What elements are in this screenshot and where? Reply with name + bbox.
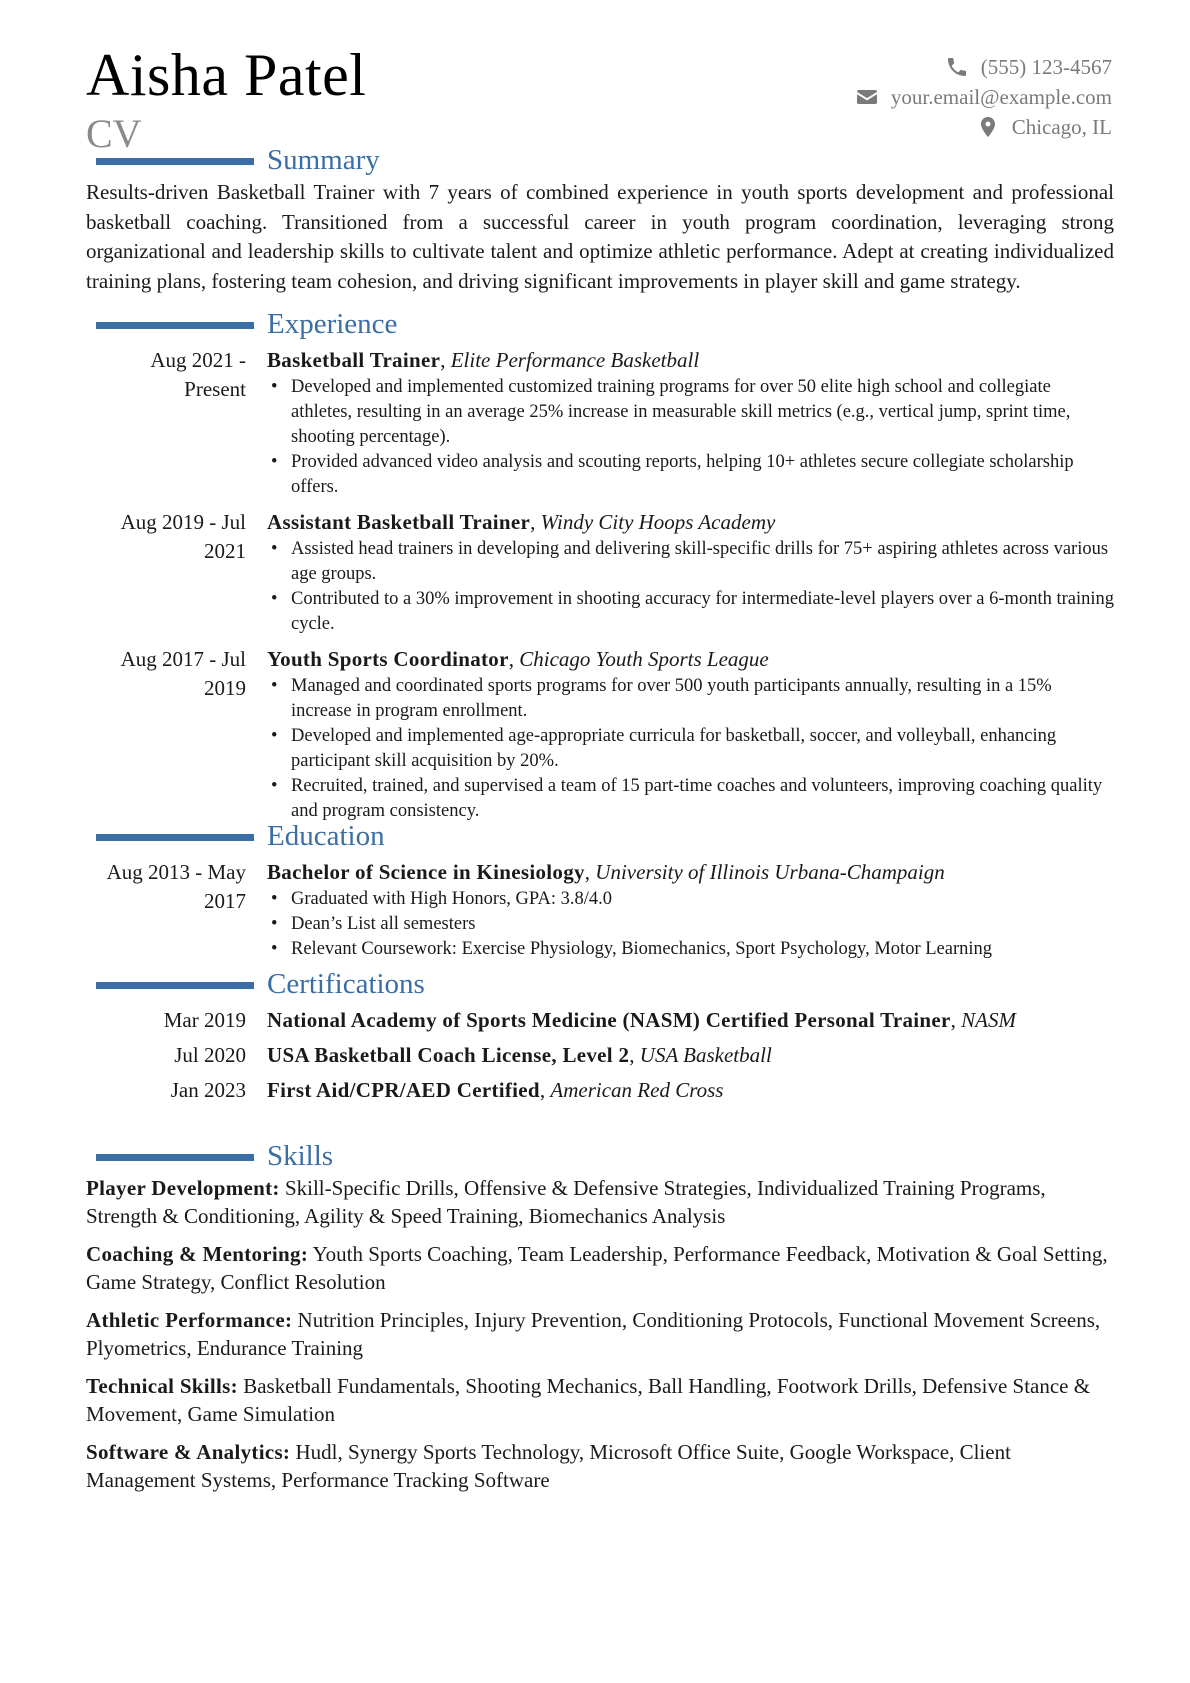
skill-group-list: Nutrition Principles, Injury Prevention, Conditioning Protocols, Functional Movement Screens, Plyometrics, Endurance Training xyxy=(86,1308,1101,1360)
contact-email[interactable] xyxy=(855,82,1112,112)
section-header xyxy=(86,818,1114,854)
certification-entry xyxy=(86,1041,1114,1070)
section-accent-bar xyxy=(96,158,254,165)
entry-title: USA Basketball Coach License, Level 2, USA Basketball xyxy=(267,1043,772,1067)
section-header xyxy=(86,142,1114,178)
summary-section xyxy=(86,142,1114,296)
entry-title: Bachelor of Science in Kinesiology, University of Illinois Urbana-Champaign xyxy=(267,860,945,884)
entry-date: Aug 2017 - Jul 2019 xyxy=(120,647,246,700)
entry-title: First Aid/CPR/AED Certified, American Red Cross xyxy=(267,1078,724,1102)
list-item: • Graduated with High Honors, GPA: 3.8/4.0 xyxy=(267,887,1114,912)
list-item: • Relevant Coursework: Exercise Physiology, Biomechanics, Sport Psychology, Motor Learning xyxy=(267,937,1114,962)
section-header xyxy=(86,1138,1114,1174)
section-accent-bar xyxy=(96,322,254,329)
education-section xyxy=(86,818,1114,962)
entry-date: Aug 2021 - Present xyxy=(150,348,246,401)
email-text: your.email@example.com xyxy=(890,85,1112,109)
phone-text: (555) 123-4567 xyxy=(980,55,1112,79)
list-item: • Managed and coordinated sports programs for over 500 youth participants annually, resulting in a 15% increase in program enrollment. xyxy=(267,674,1114,724)
experience-entry xyxy=(86,346,1114,500)
entry-issuer: NASM xyxy=(961,1008,1016,1032)
map-pin-icon xyxy=(976,115,1000,139)
entry-role: Assistant Basketball Trainer xyxy=(267,510,531,534)
entry-date: Mar 2019 xyxy=(163,1008,246,1032)
location-text: Chicago, IL xyxy=(1011,115,1112,139)
section-title-certifications: Certifications xyxy=(267,968,425,1000)
skill-group-name: Athletic Performance: xyxy=(86,1308,293,1332)
entry-organization: Chicago Youth Sports League xyxy=(519,647,769,671)
summary-text: Results-driven Basketball Trainer with 7 years of combined experience in youth sports development and professional basketball coaching. Transitioned from a successful career in youth program coordination, leveraging strong organizational and leadership skills to cultivate talent and optimize athletic performance. Adept at creating individualized training plans, fostering team cohesion, and driving significant improvements in player skill and game strategy. xyxy=(86,180,1114,293)
experience-entry xyxy=(86,645,1114,824)
list-item: • Provided advanced video analysis and scouting reports, helping 10+ athletes secure collegiate scholarship offers. xyxy=(267,450,1114,500)
entry-certification: USA Basketball Coach License, Level 2 xyxy=(267,1043,630,1067)
entry-role: Youth Sports Coordinator xyxy=(267,647,509,671)
entry-date: Aug 2019 - Jul 2021 xyxy=(120,510,246,563)
entry-certification: National Academy of Sports Medicine (NASM) Certified Personal Trainer xyxy=(267,1008,951,1032)
entry-bullets xyxy=(267,887,1114,962)
section-accent-bar xyxy=(96,834,254,841)
entry-date: Aug 2013 - May 2017 xyxy=(106,860,246,913)
entry-issuer: American Red Cross xyxy=(550,1078,724,1102)
contact-block xyxy=(855,52,1112,142)
list-item: • Assisted head trainers in developing and delivering skill-specific drills for 75+ aspiring athletes across various age groups. xyxy=(267,537,1114,587)
skill-group-list: Youth Sports Coaching, Team Leadership, Performance Feedback, Motivation & Goal Setting, Game Strategy, Conflict Resolution xyxy=(86,1242,1108,1294)
envelope-icon xyxy=(855,85,879,109)
contact-phone[interactable] xyxy=(855,52,1112,82)
skills-section xyxy=(86,1138,1114,1504)
skill-group-list: Hudl, Synergy Sports Technology, Microsoft Office Suite, Google Workspace, Client Management Systems, Performance Tracking Software xyxy=(86,1440,1011,1492)
entry-title: National Academy of Sports Medicine (NASM) Certified Personal Trainer, NASM xyxy=(267,1008,1016,1032)
skill-group-name: Technical Skills: xyxy=(86,1374,238,1398)
skill-group xyxy=(86,1438,1114,1494)
document-subtitle: CV xyxy=(86,111,142,156)
entry-role: Basketball Trainer xyxy=(267,348,441,372)
entry-organization: Windy City Hoops Academy xyxy=(540,510,776,534)
entry-bullets xyxy=(267,537,1114,637)
skill-group-list: Skill-Specific Drills, Offensive & Defensive Strategies, Individualized Training Programs, Strength & Conditioning, Agility & Speed Training, Biomechanics Analysis xyxy=(86,1176,1046,1228)
entry-bullets xyxy=(267,674,1114,824)
skill-group-name: Coaching & Mentoring: xyxy=(86,1242,309,1266)
experience-section xyxy=(86,306,1114,824)
education-entry xyxy=(86,858,1114,962)
entry-bullets xyxy=(267,375,1114,500)
phone-icon xyxy=(945,55,969,79)
certifications-section xyxy=(86,966,1114,1105)
certification-entry xyxy=(86,1006,1114,1035)
entry-issuer: USA Basketball xyxy=(639,1043,772,1067)
contact-location xyxy=(855,112,1112,142)
entry-date: Jan 2023 xyxy=(170,1078,246,1102)
skill-group-name: Software & Analytics: xyxy=(86,1440,291,1464)
skill-group-name: Player Development: xyxy=(86,1176,280,1200)
entry-title: Assistant Basketball Trainer, Windy City Hoops Academy xyxy=(267,510,776,534)
entry-title: Basketball Trainer, Elite Performance Basketball xyxy=(267,348,700,372)
skill-group xyxy=(86,1306,1114,1362)
entry-title: Youth Sports Coordinator, Chicago Youth Sports League xyxy=(267,647,769,671)
list-item: • Developed and implemented customized training programs for over 50 elite high school and collegiate athletes, resulting in an average 25% increase in measurable skill metrics (e.g., vertical jump, sprint time, shooting percentage). xyxy=(267,375,1114,450)
entry-degree: Bachelor of Science in Kinesiology xyxy=(267,860,585,884)
skill-group-list: Basketball Fundamentals, Shooting Mechanics, Ball Handling, Footwork Drills, Defensive Stance & Movement, Game Simulation xyxy=(86,1374,1091,1426)
person-name: Aisha Patel xyxy=(86,42,367,108)
skill-group xyxy=(86,1174,1114,1230)
section-accent-bar xyxy=(96,982,254,989)
section-header xyxy=(86,306,1114,342)
section-title-skills: Skills xyxy=(267,1140,334,1172)
entry-date: Jul 2020 xyxy=(174,1043,246,1067)
section-title-experience: Experience xyxy=(267,308,398,340)
list-item: • Developed and implemented age-appropriate curricula for basketball, soccer, and volleyball, enhancing participant skill acquisition by 20%. xyxy=(267,724,1114,774)
skill-group xyxy=(86,1240,1114,1296)
section-title-education: Education xyxy=(267,820,385,852)
skill-group xyxy=(86,1372,1114,1428)
entry-institution: University of Illinois Urbana-Champaign xyxy=(595,860,945,884)
section-accent-bar xyxy=(96,1154,254,1161)
list-item: • Contributed to a 30% improvement in shooting accuracy for intermediate-level players over a 6-month training cycle. xyxy=(267,587,1114,637)
entry-organization: Elite Performance Basketball xyxy=(450,348,700,372)
section-title-summary: Summary xyxy=(267,144,380,176)
list-item: • Dean’s List all semesters xyxy=(267,912,1114,937)
section-header xyxy=(86,966,1114,1002)
list-item: • Recruited, trained, and supervised a team of 15 part-time coaches and volunteers, improving coaching quality and program consistency. xyxy=(267,774,1114,824)
certification-entry xyxy=(86,1076,1114,1105)
experience-entry xyxy=(86,508,1114,637)
entry-certification: First Aid/CPR/AED Certified xyxy=(267,1078,540,1102)
